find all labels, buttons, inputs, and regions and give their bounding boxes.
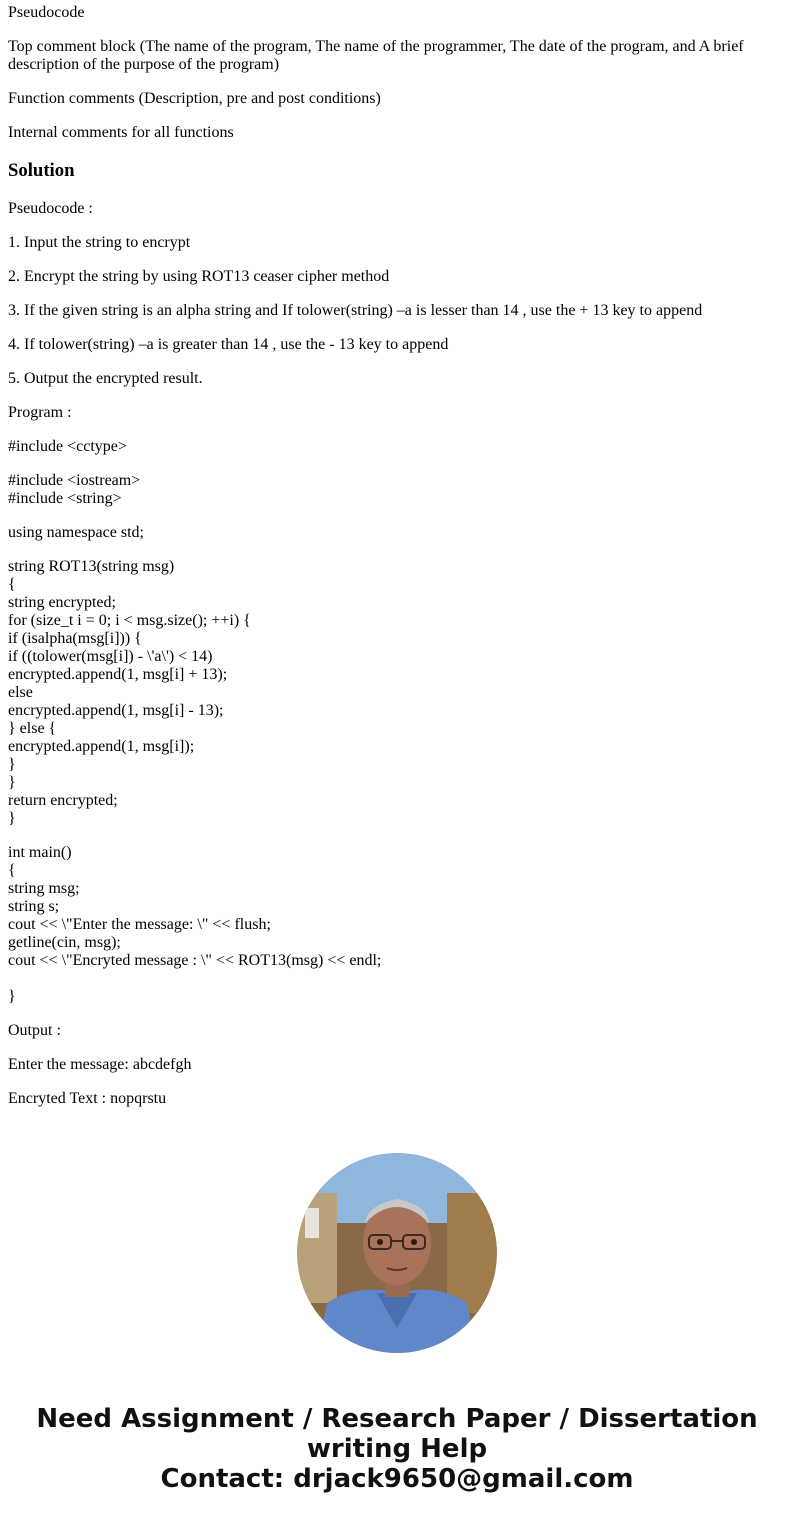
code-line: string ROT13(string msg) [8,558,175,575]
requirement-function-comments: Function comments (Description, pre and post conditions) [8,90,381,107]
code-line: } else { [8,720,57,737]
code-line: } [8,988,16,1005]
rot13-function-code [8,558,786,828]
output-label: Output : [8,1022,61,1039]
output-line: Enter the message: abcdefgh [8,1056,192,1073]
include-line: #include <iostream> [8,472,141,489]
contact-banner [0,1404,794,1494]
code-line: int main() [8,844,72,861]
code-line: } [8,756,16,773]
code-line: } [8,774,16,791]
pseudocode-step: 1. Input the string to encrypt [8,234,191,251]
banner-line: Need Assignment / Research Paper / Dissertation [36,1404,758,1434]
code-line: return encrypted; [8,792,118,809]
using-namespace-line: using namespace std; [8,524,144,541]
code-line: if ((tolower(msg[i]) - \'a\') < 14) [8,648,213,665]
banner-line: writing Help [306,1434,488,1464]
pseudocode-step: 5. Output the encrypted result. [8,370,203,387]
code-line: cout << \"Enter the message: \" << flush; [8,916,271,933]
avatar [297,1153,497,1353]
include-line: #include <string> [8,490,122,507]
code-line: { [8,862,16,879]
document-body [8,0,786,1124]
requirement-top-comment: Top comment block (The name of the program, The name of the programmer, The date of the program, and A brief description of the purpose of the program) [8,38,744,73]
requirement-internal-comments: Internal comments for all functions [8,124,234,141]
includes-block [8,472,786,508]
code-line: if (isalpha(msg[i])) { [8,630,142,647]
pseudocode-step: 3. If the given string is an alpha string and If tolower(string) –a is lesser than 14 , use the + 13 key to append [8,302,703,319]
banner-contact-line: Contact: drjack9650@gmail.com [160,1464,634,1494]
code-line: getline(cin, msg); [8,934,121,951]
code-line: string encrypted; [8,594,116,611]
code-line: string s; [8,898,60,915]
code-line: for (size_t i = 0; i < msg.size(); ++i) { [8,612,251,629]
code-line: string msg; [8,880,80,897]
person-photo-icon [297,1153,497,1353]
main-function-code [8,844,786,1006]
code-line: cout << \"Encryted message : \" << ROT13(msg) << endl; [8,952,382,969]
output-line: Encryted Text : nopqrstu [8,1090,167,1107]
code-line [8,970,786,988]
pseudocode-label: Pseudocode : [8,200,93,217]
code-line: encrypted.append(1, msg[i] + 13); [8,666,228,683]
solution-heading: Solution [8,160,75,181]
include-cctype-line: #include <cctype> [8,438,127,455]
intro-label: Pseudocode [8,4,85,21]
code-line: } [8,810,16,827]
pseudocode-step: 2. Encrypt the string by using ROT13 ceaser cipher method [8,268,390,285]
code-line: encrypted.append(1, msg[i] - 13); [8,702,224,719]
code-line: { [8,576,16,593]
code-line: else [8,684,33,701]
pseudocode-step: 4. If tolower(string) –a is greater than 14 , use the - 13 key to append [8,336,449,353]
code-line: encrypted.append(1, msg[i]); [8,738,195,755]
program-label: Program : [8,404,72,421]
